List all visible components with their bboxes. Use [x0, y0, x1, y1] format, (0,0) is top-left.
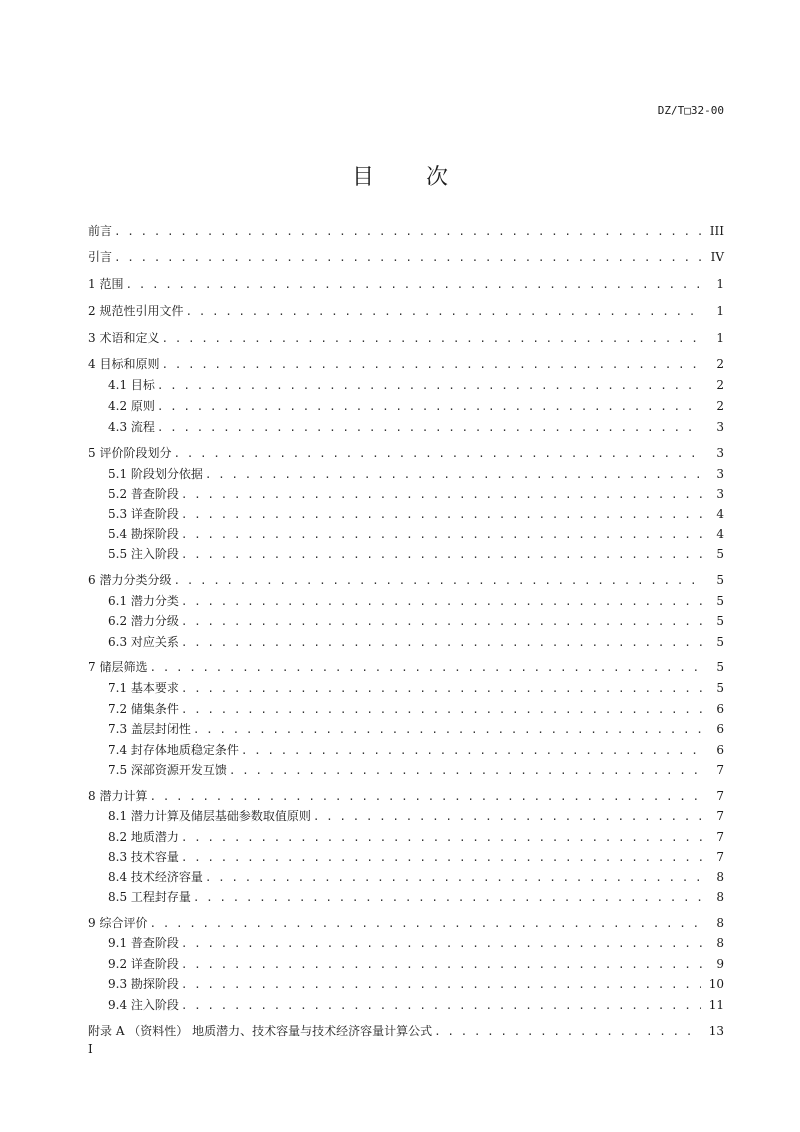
dot-leader	[149, 660, 702, 676]
toc-entry[interactable]	[108, 680, 724, 696]
toc-entry[interactable]	[88, 659, 724, 675]
toc-entry-label: 8.4 技术经济容量	[108, 870, 203, 884]
dot-leader	[181, 998, 701, 1014]
dot-leader	[114, 224, 702, 240]
dot-leader	[181, 594, 702, 610]
toc-entry-label: 2 规范性引用文件	[88, 304, 184, 318]
toc-entry[interactable]	[108, 398, 724, 414]
toc-entry[interactable]	[108, 956, 724, 972]
title-char-left: 目	[351, 165, 374, 190]
toc-entry-label: 7.2 储集条件	[108, 702, 179, 716]
toc-entry-page: 6	[716, 743, 724, 757]
toc-entry[interactable]	[88, 330, 724, 346]
toc-entry-page: 5	[716, 594, 724, 608]
toc-entry[interactable]	[88, 915, 724, 931]
toc-entry[interactable]	[108, 762, 724, 778]
toc-entry[interactable]	[88, 303, 724, 319]
toc-entry[interactable]	[88, 445, 724, 461]
dot-leader	[161, 357, 702, 373]
dot-leader	[161, 331, 702, 347]
toc-entry-page: 13	[708, 1024, 724, 1038]
toc-entry-label: 8.2 地质潜力	[108, 830, 179, 844]
dot-leader	[114, 250, 702, 266]
dot-leader	[434, 1024, 701, 1040]
toc-entry-page: 10	[708, 977, 724, 991]
toc-entry[interactable]	[108, 869, 724, 885]
toc-entry-label: 9 综合评价	[88, 916, 148, 930]
toc-entry[interactable]	[108, 889, 724, 905]
dot-leader	[173, 573, 702, 589]
toc-entry-page: 5	[716, 614, 724, 628]
dot-leader	[181, 527, 702, 543]
toc-entry-label: 附录 A （资料性） 地质潜力、技术容量与技术经济容量计算公式	[88, 1024, 433, 1038]
toc-entry-page: IV	[710, 250, 724, 264]
toc-entry-page: 8	[716, 890, 724, 904]
toc-entry[interactable]	[88, 572, 724, 588]
toc-entry[interactable]	[108, 997, 724, 1013]
toc-entry-label: 7.4 封存体地质稳定条件	[108, 743, 239, 757]
toc-entry[interactable]	[108, 849, 724, 865]
dot-leader	[185, 304, 702, 320]
toc-entry-label: 7.5 深部资源开发互馈	[108, 763, 227, 777]
dot-leader	[149, 916, 702, 932]
toc-entry-page: 4	[716, 507, 724, 521]
toc-entry-page: 8	[716, 936, 724, 950]
toc-entry-page: 1	[716, 304, 724, 318]
toc-entry[interactable]	[88, 788, 724, 804]
toc-entry-page: 5	[716, 681, 724, 695]
toc-entry[interactable]	[108, 742, 724, 758]
document-code: DZ/T□32-00	[657, 104, 724, 117]
dot-leader	[157, 378, 702, 394]
toc-entry-page: 3	[716, 446, 724, 460]
toc-entry[interactable]	[108, 976, 724, 992]
toc-entry-label: 3 术语和定义	[88, 331, 160, 345]
dot-leader	[149, 789, 702, 805]
toc-entry[interactable]	[108, 377, 724, 393]
dot-leader	[181, 681, 702, 697]
toc-entry[interactable]	[108, 526, 724, 542]
dot-leader	[205, 870, 702, 886]
toc-entry-page: 1	[716, 331, 724, 345]
toc-entry[interactable]	[108, 466, 724, 482]
toc-entry-label: 1 范围	[88, 277, 124, 291]
dot-leader	[181, 547, 702, 563]
toc-entry-label: 6.2 潜力分级	[108, 614, 179, 628]
toc-entry-page: 5	[716, 635, 724, 649]
dot-leader	[181, 702, 702, 718]
title-char-right: 次	[426, 165, 449, 190]
toc-entry-page: III	[709, 224, 724, 238]
toc-entry-page: 3	[716, 467, 724, 481]
toc-entry-page: 4	[716, 527, 724, 541]
toc-entry-label: 5.1 阶段划分依据	[108, 467, 203, 481]
toc-entry-label: 引言	[88, 250, 113, 264]
toc-entry[interactable]	[108, 935, 724, 951]
toc-entry-page: 7	[716, 830, 724, 844]
toc-entry-page: 1	[716, 277, 724, 291]
toc-entry-page: 7	[716, 763, 724, 777]
toc-entry-label: 5.2 普查阶段	[108, 487, 179, 501]
toc-entry-page: 7	[716, 809, 724, 823]
toc-entry-label: 7 储层筛选	[88, 660, 148, 674]
toc-entry[interactable]	[88, 249, 724, 265]
toc-entry-label: 9.1 普查阶段	[108, 936, 179, 950]
toc-entry-label: 8.1 潜力计算及储层基础参数取值原则	[108, 809, 311, 823]
toc-entry-label: 9.4 注入阶段	[108, 998, 179, 1012]
dot-leader	[157, 399, 702, 415]
toc-entry-page: 5	[716, 573, 724, 587]
toc-entry-page: 6	[716, 702, 724, 716]
toc-entry[interactable]	[88, 276, 724, 292]
toc-entry-page: 7	[716, 789, 724, 803]
toc-entry-page: 2	[716, 357, 724, 371]
toc-entry-label: 8.5 工程封存量	[108, 890, 191, 904]
toc-entry-label: 4.2 原则	[108, 399, 155, 413]
dot-leader	[181, 487, 702, 503]
toc-entry-label: 8 潜力计算	[88, 789, 148, 803]
toc-entry-page: 2	[716, 399, 724, 413]
toc-entry-label: 4.1 目标	[108, 378, 155, 392]
toc-entry-page: 5	[716, 660, 724, 674]
toc-entry-label: 6 潜力分类分级	[88, 573, 172, 587]
toc-entry[interactable]	[108, 634, 724, 650]
toc-entry[interactable]	[108, 829, 724, 845]
toc-entry-label: 5.5 注入阶段	[108, 547, 179, 561]
toc-entry[interactable]	[108, 613, 724, 629]
toc-entry[interactable]	[108, 808, 724, 824]
toc-entry[interactable]	[108, 506, 724, 522]
dot-leader	[181, 936, 702, 952]
toc-entry-label: 4.3 流程	[108, 420, 155, 434]
toc-entry-label: 5.4 勘探阶段	[108, 527, 179, 541]
toc-entry-page: 8	[716, 916, 724, 930]
dot-leader	[181, 957, 702, 973]
toc-entry-page: 9	[716, 957, 724, 971]
dot-leader	[229, 763, 702, 779]
toc-entry[interactable]	[108, 419, 724, 435]
toc-entry[interactable]	[108, 593, 724, 609]
dot-leader	[157, 420, 702, 436]
footer-page-number: I	[88, 1042, 93, 1056]
toc-entry-label: 7.1 基本要求	[108, 681, 179, 695]
dot-leader	[193, 722, 702, 738]
toc-entry[interactable]	[88, 223, 724, 239]
dot-leader	[181, 830, 702, 846]
toc-entry-label: 7.3 盖层封闭性	[108, 722, 191, 736]
dot-leader	[205, 467, 702, 483]
dot-leader	[181, 507, 702, 523]
toc-entry[interactable]	[108, 701, 724, 717]
toc-entry-page: 11	[708, 998, 724, 1012]
dot-leader	[173, 446, 702, 462]
toc-entry[interactable]	[108, 721, 724, 737]
dot-leader	[193, 890, 702, 906]
dot-leader	[181, 614, 702, 630]
toc-entry[interactable]	[88, 1023, 724, 1039]
toc-entry-page: 3	[716, 487, 724, 501]
dot-leader	[313, 809, 702, 825]
toc-entry-page: 5	[716, 547, 724, 561]
dot-leader	[181, 977, 701, 993]
toc-entry-label: 9.3 勘探阶段	[108, 977, 179, 991]
toc-entry-page: 7	[716, 850, 724, 864]
dot-leader	[125, 277, 702, 293]
toc-entry-label: 4 目标和原则	[88, 357, 160, 371]
toc-entry-label: 8.3 技术容量	[108, 850, 179, 864]
toc-entry-label: 6.1 潜力分类	[108, 594, 179, 608]
toc-entry[interactable]	[108, 546, 724, 562]
dot-leader	[181, 850, 702, 866]
toc-entry-label: 6.3 对应关系	[108, 635, 179, 649]
toc-entry-label: 9.2 详查阶段	[108, 957, 179, 971]
toc-entry-page: 2	[716, 378, 724, 392]
toc-entry-label: 5 评价阶段划分	[88, 446, 172, 460]
toc-entry-label: 5.3 详查阶段	[108, 507, 179, 521]
page-title	[0, 160, 800, 191]
toc-entry-page: 3	[716, 420, 724, 434]
toc-entry[interactable]	[108, 486, 724, 502]
toc-entry-label: 前言	[88, 224, 113, 238]
toc-entry-page: 8	[716, 870, 724, 884]
toc-entry[interactable]	[88, 356, 724, 372]
toc-entry-page: 6	[716, 722, 724, 736]
dot-leader	[181, 635, 702, 651]
dot-leader	[241, 743, 702, 759]
